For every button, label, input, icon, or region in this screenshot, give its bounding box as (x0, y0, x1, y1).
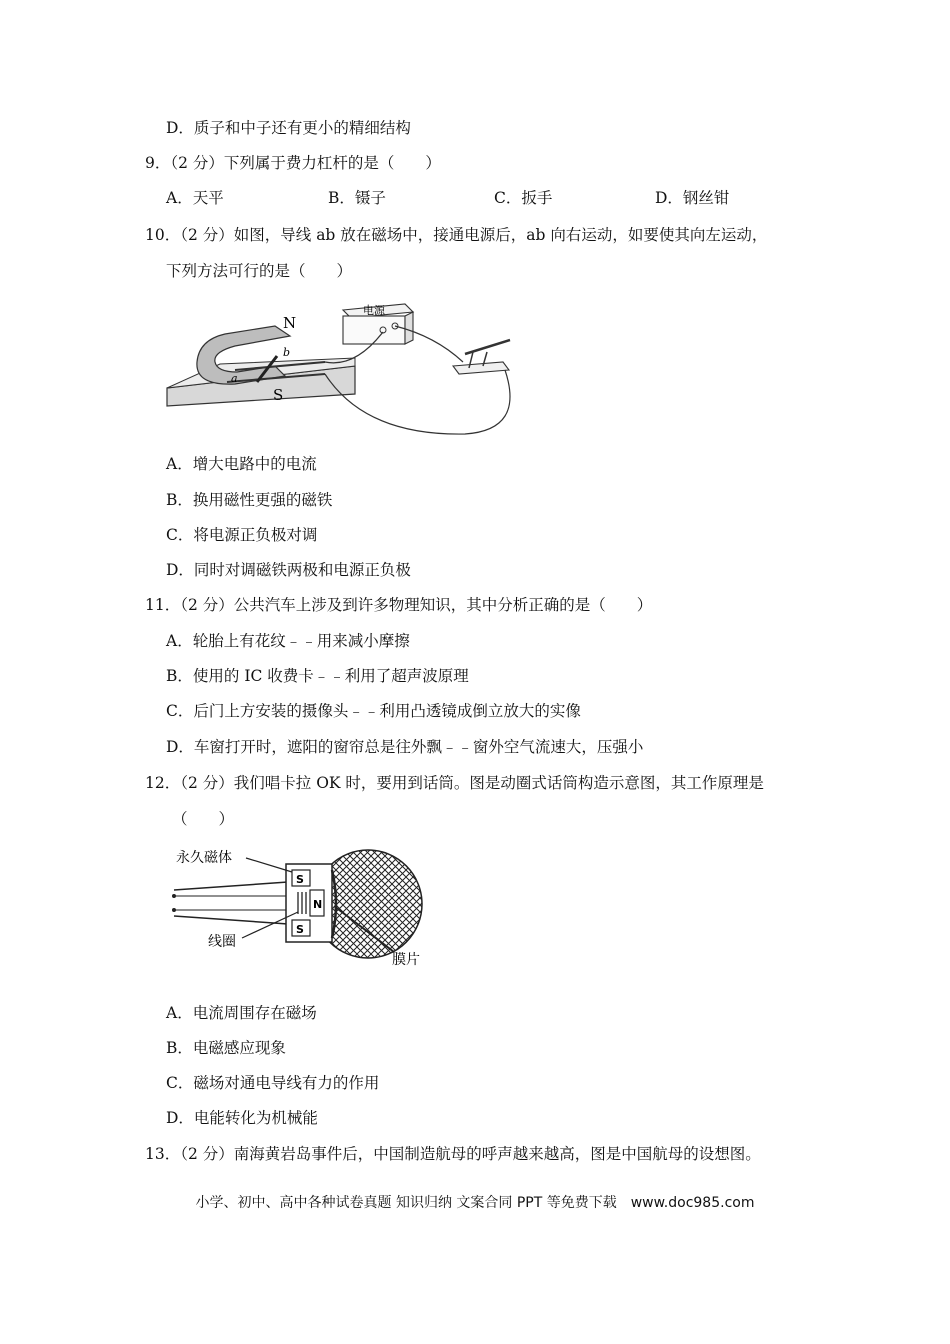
label-coil: 线圈 (208, 934, 236, 950)
label-s-top: S (296, 873, 304, 886)
q11-option-b: B．使用的 IC 收费卡﹣﹣利用了超声波原理 (166, 667, 469, 685)
q11-stem: 11．（2 分）公共汽车上涉及到许多物理知识，其中分析正确的是（ ） (145, 596, 653, 614)
switch-base (453, 362, 509, 374)
q12-option-b: B．电磁感应现象 (166, 1039, 286, 1057)
q12-stem-cont: （ ） (172, 810, 235, 828)
q10-stem: 10．（2 分）如图，导线 ab 放在磁场中，接通电源后，ab 向右运动，如要使其向左运动， (145, 226, 768, 244)
switch-lever (465, 340, 510, 354)
q10-circuit-figure (165, 296, 530, 444)
q9-option-c: C．扳手 (494, 189, 553, 207)
q10-option-b: B．换用磁性更强的磁铁 (166, 491, 333, 509)
u-magnet (197, 326, 290, 384)
q13-stem: 13．（2 分）南海黄岩岛事件后，中国制造航母的呼声越来越高，图是中国航母的设想图。 (145, 1145, 761, 1163)
q9-option-b: B．镊子 (328, 189, 386, 207)
q10-stem-cont: 下列方法可行的是（ ） (166, 262, 353, 280)
label-diaphragm: 膜片 (392, 952, 420, 968)
q10-option-c: C．将电源正负极对调 (166, 526, 318, 544)
q12-option-d: D．电能转化为机械能 (166, 1109, 318, 1127)
q11-option-a: A．轮胎上有花纹﹣﹣用来减小摩擦 (166, 632, 410, 650)
q9-option-a: A．天平 (166, 189, 224, 207)
label-s: S (273, 386, 284, 404)
label-n: N (283, 314, 297, 332)
q11-option-d: D．车窗打开时，遮阳的窗帘总是往外飘﹣﹣窗外空气流速大，压强小 (166, 738, 644, 756)
q10-option-a: A．增大电路中的电流 (166, 455, 317, 473)
label-power: 电源 (363, 304, 385, 317)
page-footer: 小学、初中、高中各种试卷真题 知识归纳 文案合同 PPT 等免费下载 www.doc985.com (195, 1195, 755, 1211)
q12-option-c: C．磁场对通电导线有力的作用 (166, 1074, 380, 1092)
q9-option-d: D．钢丝钳 (655, 189, 730, 207)
label-a: a (231, 372, 238, 385)
label-s-bottom: S (296, 923, 304, 936)
label-n: N (313, 898, 323, 911)
q12-option-a: A．电流周围存在磁场 (166, 1004, 317, 1022)
q12-microphone-figure (168, 842, 430, 970)
q11-option-c: C．后门上方安装的摄像头﹣﹣利用凸透镜成倒立放大的实像 (166, 702, 581, 720)
q12-stem: 12．（2 分）我们唱卡拉 OK 时，要用到话筒。图是动圈式话筒构造示意图，其工作原理是 (145, 774, 764, 792)
label-permanent-magnet: 永久磁体 (176, 850, 232, 866)
q10-option-d: D．同时对调磁铁两极和电源正负极 (166, 561, 411, 579)
q8-option-d: D．质子和中子还有更小的精细结构 (166, 119, 411, 137)
q9-stem: 9．（2 分）下列属于费力杠杆的是（ ） (145, 154, 441, 172)
label-b: b (283, 346, 291, 359)
power-box (343, 316, 405, 344)
